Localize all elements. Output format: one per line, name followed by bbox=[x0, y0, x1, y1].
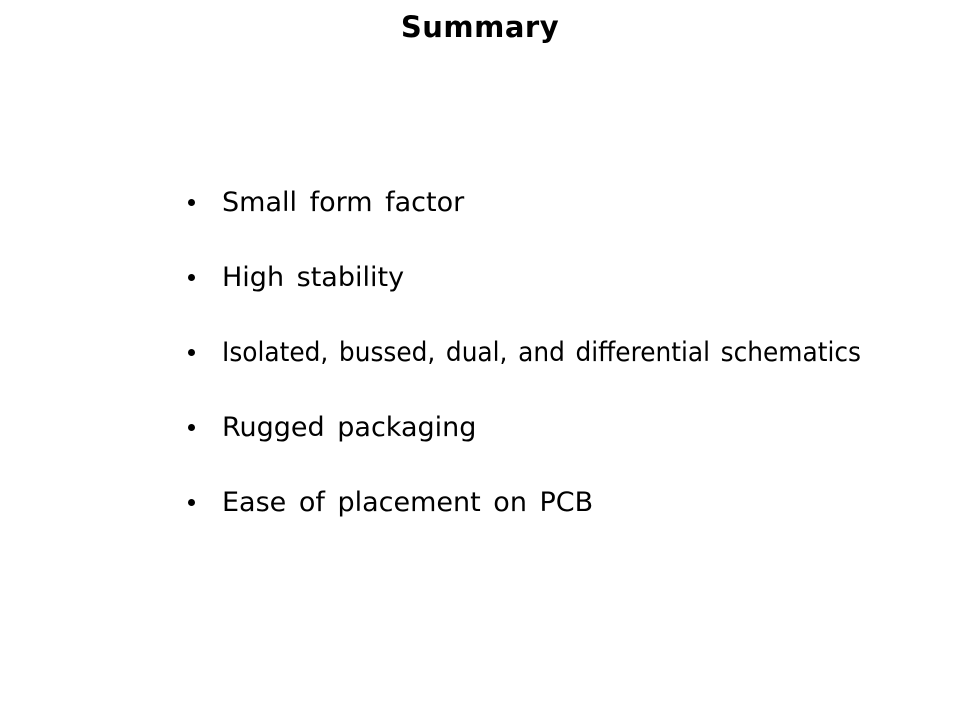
bullet-icon bbox=[188, 499, 195, 506]
bullet-icon bbox=[188, 424, 195, 431]
bullet-text: High stability bbox=[222, 262, 405, 293]
slide-title: Summary bbox=[400, 10, 560, 44]
list-item bbox=[185, 261, 925, 336]
bullet-text: Ease of placement on PCB bbox=[222, 487, 594, 518]
list-item bbox=[185, 486, 925, 561]
list-item bbox=[185, 186, 925, 261]
bullet-icon bbox=[188, 199, 195, 206]
list-item bbox=[185, 336, 925, 411]
bullet-text: Rugged packaging bbox=[222, 412, 477, 443]
bullet-list bbox=[185, 186, 925, 561]
bullet-text: Small form factor bbox=[222, 187, 465, 218]
bullet-icon bbox=[188, 349, 195, 356]
bullet-text: Isolated, bussed, dual, and differential schematics bbox=[222, 337, 861, 368]
list-item bbox=[185, 411, 925, 486]
bullet-icon bbox=[188, 274, 195, 281]
